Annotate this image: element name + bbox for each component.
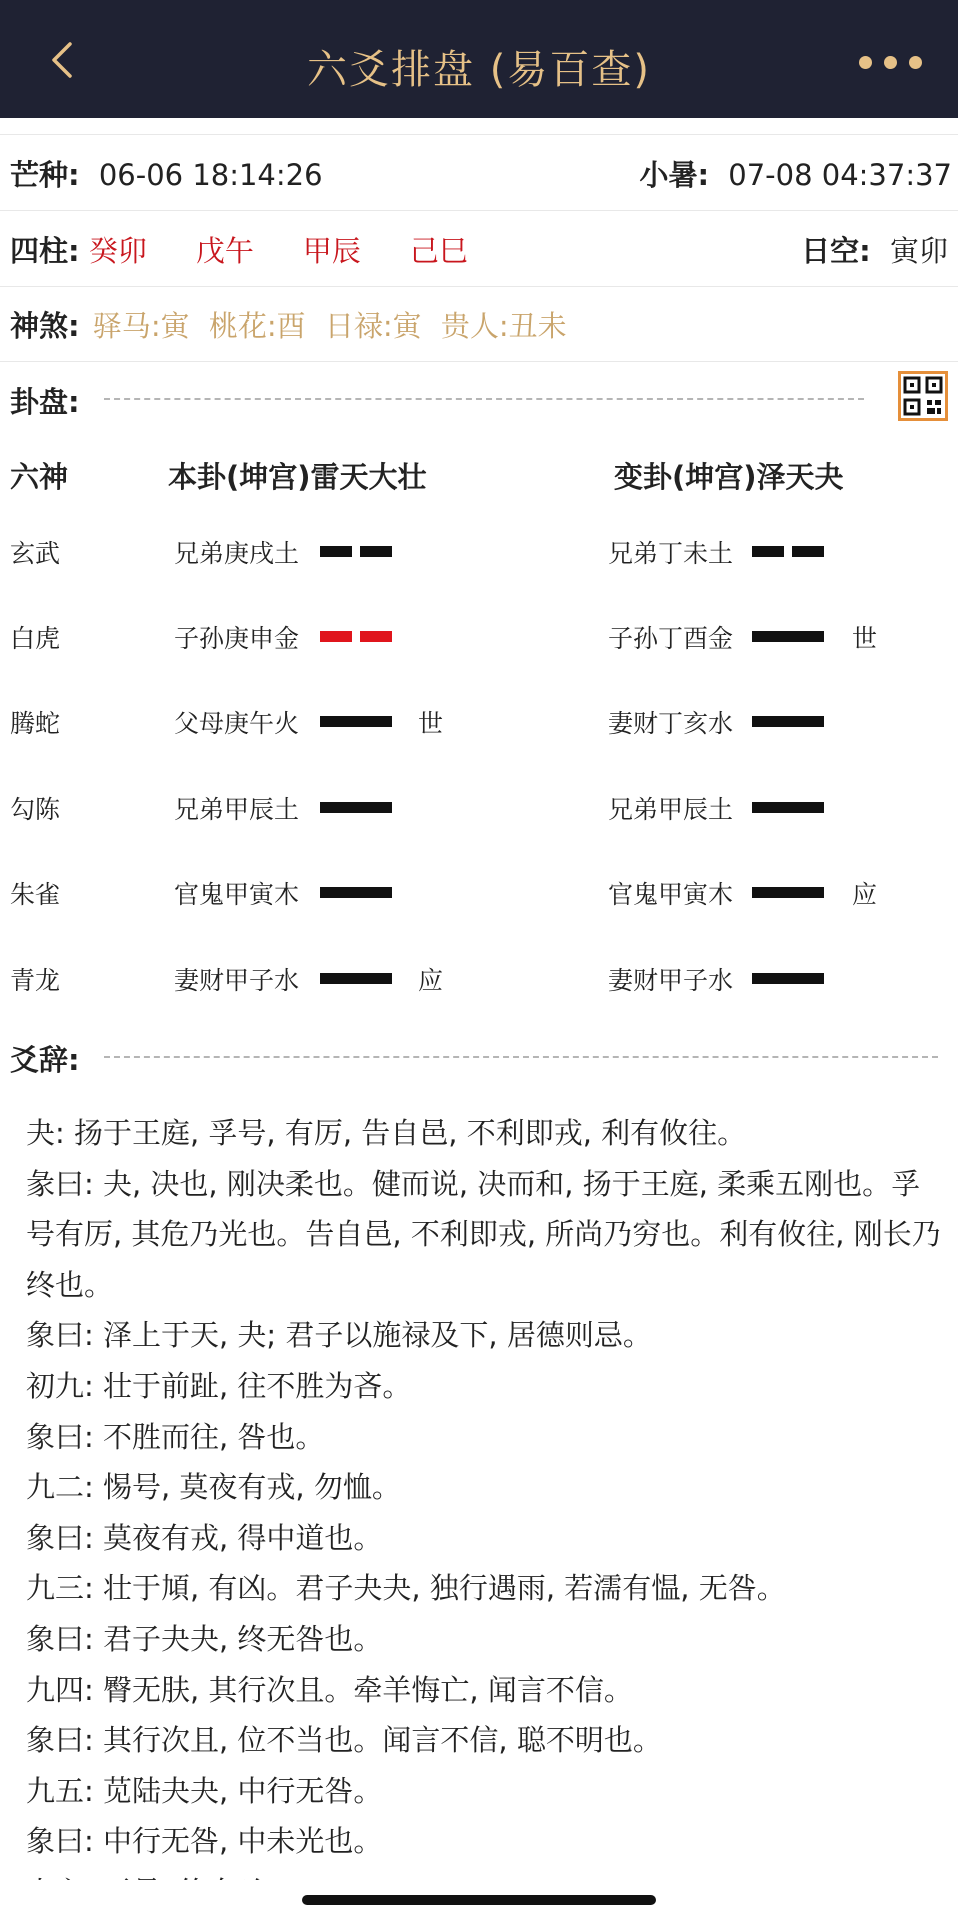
liushen-label: 勾陈: [10, 795, 61, 824]
shensha-label: 神煞:: [10, 309, 80, 343]
shensha-item: 驿马:寅: [92, 309, 190, 343]
yaoci-line: 象曰: 君子夬夬, 终无咎也。: [26, 1621, 383, 1656]
qr-code-icon[interactable]: [898, 371, 948, 421]
biangua-yao-label: 兄弟丁未土: [608, 539, 734, 568]
yaoci-text: [26, 1108, 946, 1918]
yaoci-line: 象曰: 莫夜有戎, 得中道也。: [26, 1520, 383, 1555]
divider: [0, 286, 958, 287]
biangua-shiying-mark: 世: [852, 624, 878, 653]
shensha-item: 桃花:酉: [208, 309, 306, 343]
bengua-shiying-mark: 世: [418, 709, 444, 738]
sizhu-label: 四柱:: [10, 234, 80, 268]
liushen-label: 青龙: [10, 966, 61, 995]
bengua-yao-label: 官鬼甲寅木: [174, 880, 300, 909]
yao-row: [0, 613, 958, 653]
biangua-yang-line: [752, 887, 824, 898]
bengua-yin-line: [360, 546, 392, 557]
yaoci-line: 九四: 臀无肤, 其行次且。牵羊悔亡, 闻言不信。: [26, 1672, 633, 1707]
yaoci-line: 初九: 壮于前趾, 往不胜为吝。: [26, 1368, 412, 1403]
bengua-yin-line: [360, 631, 392, 642]
yaoci-line: 夬: 扬于王庭, 孚号, 有厉, 告自邑, 不利即戎, 利有攸往。: [26, 1116, 747, 1150]
bengua-yao-label: 子孙庚申金: [174, 624, 300, 653]
biangua-yang-line: [752, 973, 824, 984]
biangua-yang-line: [752, 631, 824, 642]
rikong-label: 日空:: [801, 234, 871, 268]
jieqi-left-value: 06-06 18:14:26: [98, 158, 323, 192]
biangua-shiying-mark: 应: [852, 880, 878, 909]
yaoci-line: 彖曰: 夬, 决也, 刚决柔也。健而说, 决而和, 扬于王庭, 柔乘五刚也。孚号有厉, 其危乃光也。告自邑, 不利即戎, 所尚乃穷也。利有攸往, 刚长乃终也。: [26, 1166, 941, 1302]
yao-row: [0, 784, 958, 824]
jieqi-right-label: 小暑:: [639, 158, 710, 192]
biangua-yin-line: [752, 546, 784, 557]
bengua-yao-label: 妻财甲子水: [174, 966, 300, 995]
yaoci-line: 象曰: 泽上于天, 夬; 君子以施禄及下, 居德则忌。: [26, 1318, 652, 1353]
jieqi-next: [639, 153, 952, 194]
yao-row: [0, 528, 958, 568]
bengua-yang-line: [320, 716, 392, 727]
bengua-yin-line: [320, 546, 352, 557]
jieqi-right-value: 07-08 04:37:37: [728, 158, 952, 192]
shensha-item: 日禄:寅: [324, 309, 422, 343]
yaoci-line: 九二: 惕号, 莫夜有戎, 勿恤。: [26, 1470, 401, 1505]
sizhu-pillars: [10, 229, 517, 270]
jieqi-previous: [10, 153, 323, 194]
yaoci-line: 象曰: 不胜而往, 咎也。: [26, 1419, 325, 1454]
divider: [0, 361, 958, 362]
jieqi-left-label: 芒种:: [10, 158, 80, 192]
bengua-yang-line: [320, 802, 392, 813]
biangua-yao-label: 官鬼甲寅木: [608, 880, 734, 909]
shensha-row: [10, 304, 958, 345]
top-bar: [0, 0, 958, 118]
biangua-yang-line: [752, 802, 824, 813]
col-biangua: 变卦(坤宫)泽天夬: [614, 460, 844, 494]
divider: [0, 210, 958, 211]
liushen-label: 朱雀: [10, 880, 61, 909]
col-liushen: 六神: [10, 460, 69, 494]
rikong-value: 寅卯: [889, 234, 948, 268]
pillar-month: 戊午: [195, 234, 254, 268]
biangua-yin-line: [792, 546, 824, 557]
dashed-divider: [104, 398, 864, 400]
liushen-label: 腾蛇: [10, 709, 61, 738]
bengua-yao-label: 父母庚午火: [174, 709, 300, 738]
yaoci-line: 九五: 苋陆夬夬, 中行无咎。: [26, 1773, 383, 1808]
biangua-yao-label: 子孙丁酉金: [608, 624, 734, 653]
liushen-label: 白虎: [10, 624, 61, 653]
yao-row: [0, 698, 958, 738]
yaoci-line: 象曰: 其行次且, 位不当也。闻言不信, 聪不明也。: [26, 1723, 662, 1758]
bengua-yang-line: [320, 887, 392, 898]
bengua-yao-label: 兄弟庚戌土: [174, 539, 300, 568]
shensha-item: 贵人:丑未: [440, 309, 567, 343]
yao-row: [0, 869, 958, 909]
yaoci-label: 爻辞:: [10, 1043, 80, 1077]
dashed-divider: [104, 1056, 938, 1058]
guapan-label: 卦盘:: [10, 385, 80, 419]
pillar-day: 甲辰: [302, 234, 361, 268]
bengua-yang-line: [320, 973, 392, 984]
rikong: [801, 229, 948, 270]
divider: [0, 134, 958, 135]
biangua-yao-label: 妻财丁亥水: [608, 709, 734, 738]
yaoci-line: 九三: 壮于頄, 有凶。君子夬夬, 独行遇雨, 若濡有愠, 无咎。: [26, 1571, 786, 1606]
biangua-yao-label: 兄弟甲辰土: [608, 795, 734, 824]
biangua-yao-label: 妻财甲子水: [608, 966, 734, 995]
pillar-hour: 己巳: [409, 234, 468, 268]
bengua-yao-label: 兄弟甲辰土: [174, 795, 300, 824]
page-title: 六爻排盘 (易百查): [307, 47, 651, 93]
biangua-yang-line: [752, 716, 824, 727]
liushen-label: 玄武: [10, 539, 61, 568]
bengua-shiying-mark: 应: [418, 966, 444, 995]
bengua-yin-line: [320, 631, 352, 642]
col-bengua: 本卦(坤宫)雷天大壮: [168, 460, 427, 494]
home-indicator[interactable]: [302, 1895, 656, 1905]
more-dots-icon[interactable]: [859, 56, 922, 69]
pillar-year: 癸卯: [88, 234, 147, 268]
yao-row: [0, 955, 958, 995]
yaoci-line: 象曰: 中行无咎, 中未光也。: [26, 1824, 383, 1859]
